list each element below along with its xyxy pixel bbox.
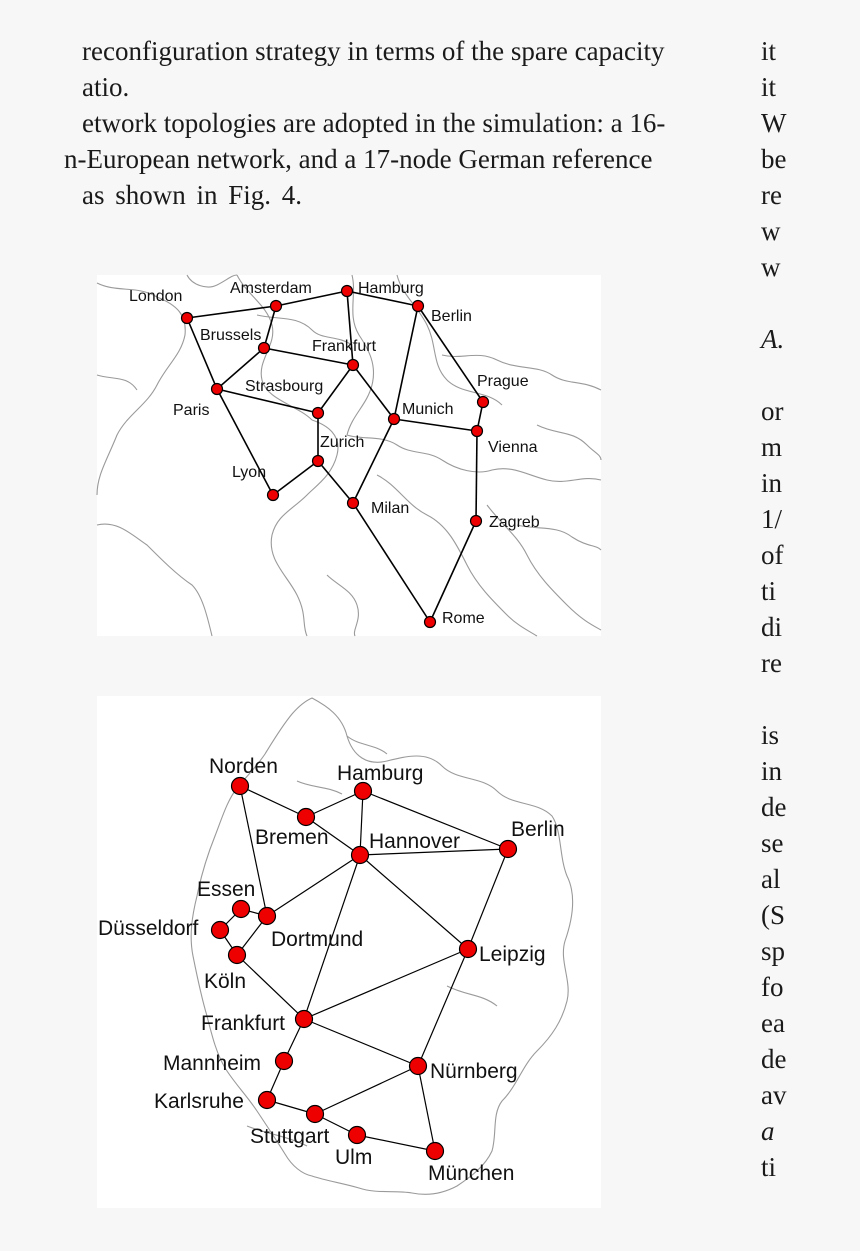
right-text-line: al: [761, 864, 781, 894]
right-text-line: a: [761, 1116, 775, 1146]
text-line-3: etwork topologies are adopted in the simulation: a 16-: [82, 108, 666, 138]
text-line-1: reconfiguration strategy in terms of the spare capacity: [82, 36, 665, 66]
de-node-nuernberg: [410, 1058, 427, 1075]
de-node-muenchen: [427, 1143, 444, 1160]
de-node-essen: [233, 901, 250, 918]
eu-label-london: London: [129, 288, 183, 305]
de-label-koeln: Köln: [204, 970, 247, 993]
eu-label-munich: Munich: [402, 401, 454, 418]
de-node-bremen: [298, 809, 315, 826]
text-line-4: n-European network, and a 17-node German reference: [64, 144, 653, 174]
de-node-hamburg: [355, 783, 372, 800]
right-text-line: be: [761, 144, 787, 174]
de-label-karlsruhe: Karlsruhe: [154, 1090, 244, 1113]
de-label-norden: Norden: [209, 755, 278, 778]
right-text-line: or: [761, 396, 784, 426]
de-link-stuttgart-nuernberg: [315, 1066, 418, 1114]
de-network-labels: [98, 755, 565, 1185]
de-label-dortmund: Dortmund: [271, 928, 364, 951]
eu-label-zagreb: Zagreb: [489, 514, 540, 531]
eu-link-zagreb-rome: [430, 521, 476, 622]
de-node-leipzig: [460, 941, 477, 958]
de-label-essen: Essen: [197, 878, 256, 901]
eu-node-zurich: [313, 456, 324, 467]
eu-link-milan-rome: [353, 503, 430, 622]
de-label-nuernberg: Nürnberg: [430, 1060, 518, 1083]
right-text-line: A.: [761, 324, 785, 354]
german-network-svg: [97, 696, 601, 1208]
eu-label-berlin: Berlin: [431, 308, 472, 325]
de-label-hannover: Hannover: [369, 830, 461, 853]
eu-node-lyon: [268, 490, 279, 501]
text-line-2: atio.: [82, 72, 130, 102]
de-label-muenchen: München: [428, 1162, 515, 1185]
eu-node-prague: [478, 397, 489, 408]
eu-node-brussels: [259, 343, 270, 354]
eu-label-hamburg: Hamburg: [358, 280, 424, 297]
right-text-line: W: [761, 108, 787, 138]
eu-network-labels: [129, 280, 540, 627]
de-label-frankfurt: Frankfurt: [201, 1012, 286, 1035]
de-node-koeln: [229, 947, 246, 964]
de-node-berlin: [500, 841, 517, 858]
eu-link-zurich-milan: [318, 461, 353, 503]
right-text-line: w: [761, 216, 781, 246]
eu-node-frankfurt: [348, 360, 359, 371]
eu-node-berlin: [413, 301, 424, 312]
de-label-ulm: Ulm: [335, 1146, 373, 1169]
right-text-line: re: [761, 648, 782, 678]
right-text-line: w: [761, 252, 781, 282]
right-text-line: fo: [761, 972, 784, 1002]
eu-node-paris: [212, 384, 223, 395]
de-node-dortmund: [259, 908, 276, 925]
eu-label-lyon: Lyon: [232, 464, 267, 481]
eu-label-zurich: Zurich: [320, 434, 365, 451]
de-label-hamburg: Hamburg: [337, 762, 424, 785]
pan-european-network-figure: [97, 275, 601, 636]
right-column-text: [761, 0, 787, 1251]
right-text-line: it: [761, 72, 777, 102]
german-network-figure: [97, 696, 601, 1208]
de-node-karlsruhe: [259, 1092, 276, 1109]
right-text-line: di: [761, 612, 783, 642]
eu-node-hamburg: [342, 286, 353, 297]
eu-label-amsterdam: Amsterdam: [230, 280, 312, 297]
eu-label-strasbourg: Strasbourg: [245, 378, 324, 395]
de-node-norden: [232, 778, 249, 795]
de-node-frankfurt: [296, 1011, 313, 1028]
text-line-5: as shown in Fig. 4.: [82, 180, 303, 210]
de-label-leipzig: Leipzig: [479, 943, 546, 966]
eu-node-milan: [348, 498, 359, 509]
de-link-hamburg-hannover: [360, 791, 363, 855]
eu-label-rome: Rome: [442, 610, 485, 627]
right-text-line: (S: [761, 900, 786, 930]
de-link-frankfurt-leipzig: [304, 949, 468, 1019]
eu-link-vienna-zagreb: [476, 431, 477, 521]
de-label-bremen: Bremen: [255, 826, 329, 849]
eu-node-strasbourg: [313, 408, 324, 419]
right-text-line: is: [761, 720, 780, 750]
right-text-line: in: [761, 756, 783, 786]
eu-link-zurich-lyon: [273, 461, 318, 495]
de-node-ulm: [349, 1127, 366, 1144]
right-text-line: de: [761, 1044, 787, 1074]
eu-label-brussels: Brussels: [200, 327, 262, 344]
de-link-hannover-dortmund: [267, 855, 360, 916]
de-node-hannover: [352, 847, 369, 864]
eu-label-vienna: Vienna: [488, 439, 538, 456]
de-link-bremen-hamburg: [306, 791, 363, 817]
right-text-line: it: [761, 36, 777, 66]
de-node-mannheim: [276, 1053, 293, 1070]
right-text-line: se: [761, 828, 784, 858]
right-text-line: of: [761, 540, 784, 570]
de-link-koeln-frankfurt: [237, 955, 304, 1019]
right-text-line: m: [761, 432, 783, 462]
de-node-duesseldorf: [212, 922, 229, 939]
eu-node-munich: [389, 414, 400, 425]
de-link-berlin-leipzig: [468, 849, 508, 949]
right-text-line: sp: [761, 936, 786, 966]
de-link-hannover-leipzig: [360, 855, 468, 949]
right-text-line: ti: [761, 576, 777, 606]
de-label-stuttgart: Stuttgart: [250, 1125, 330, 1148]
right-text-line: av: [761, 1080, 787, 1110]
de-link-frankfurt-nuernberg: [304, 1019, 418, 1066]
de-label-duesseldorf: Düsseldorf: [98, 917, 199, 940]
eu-node-rome: [425, 617, 436, 628]
eu-node-london: [182, 313, 193, 324]
left-column-text: [0, 0, 740, 300]
de-label-berlin: Berlin: [511, 818, 565, 841]
eu-link-munich-vienna: [394, 419, 477, 431]
de-label-mannheim: Mannheim: [163, 1052, 262, 1075]
eu-node-amsterdam: [271, 301, 282, 312]
de-link-norden-bremen: [240, 786, 306, 817]
eu-node-zagreb: [471, 516, 482, 527]
pan-european-network-svg: [97, 275, 601, 636]
eu-label-milan: Milan: [371, 500, 410, 517]
right-text-line: 1/: [761, 504, 783, 534]
right-text-line: re: [761, 180, 782, 210]
right-text-line: de: [761, 792, 787, 822]
eu-link-munich-milan: [353, 419, 394, 503]
de-node-stuttgart: [307, 1106, 324, 1123]
eu-node-vienna: [472, 426, 483, 437]
right-text-line: ea: [761, 1008, 785, 1038]
eu-label-prague: Prague: [477, 373, 529, 390]
eu-label-frankfurt: Frankfurt: [312, 338, 377, 355]
right-text-line: in: [761, 468, 783, 498]
eu-label-paris: Paris: [173, 402, 210, 419]
right-text-line: ti: [761, 1152, 777, 1182]
